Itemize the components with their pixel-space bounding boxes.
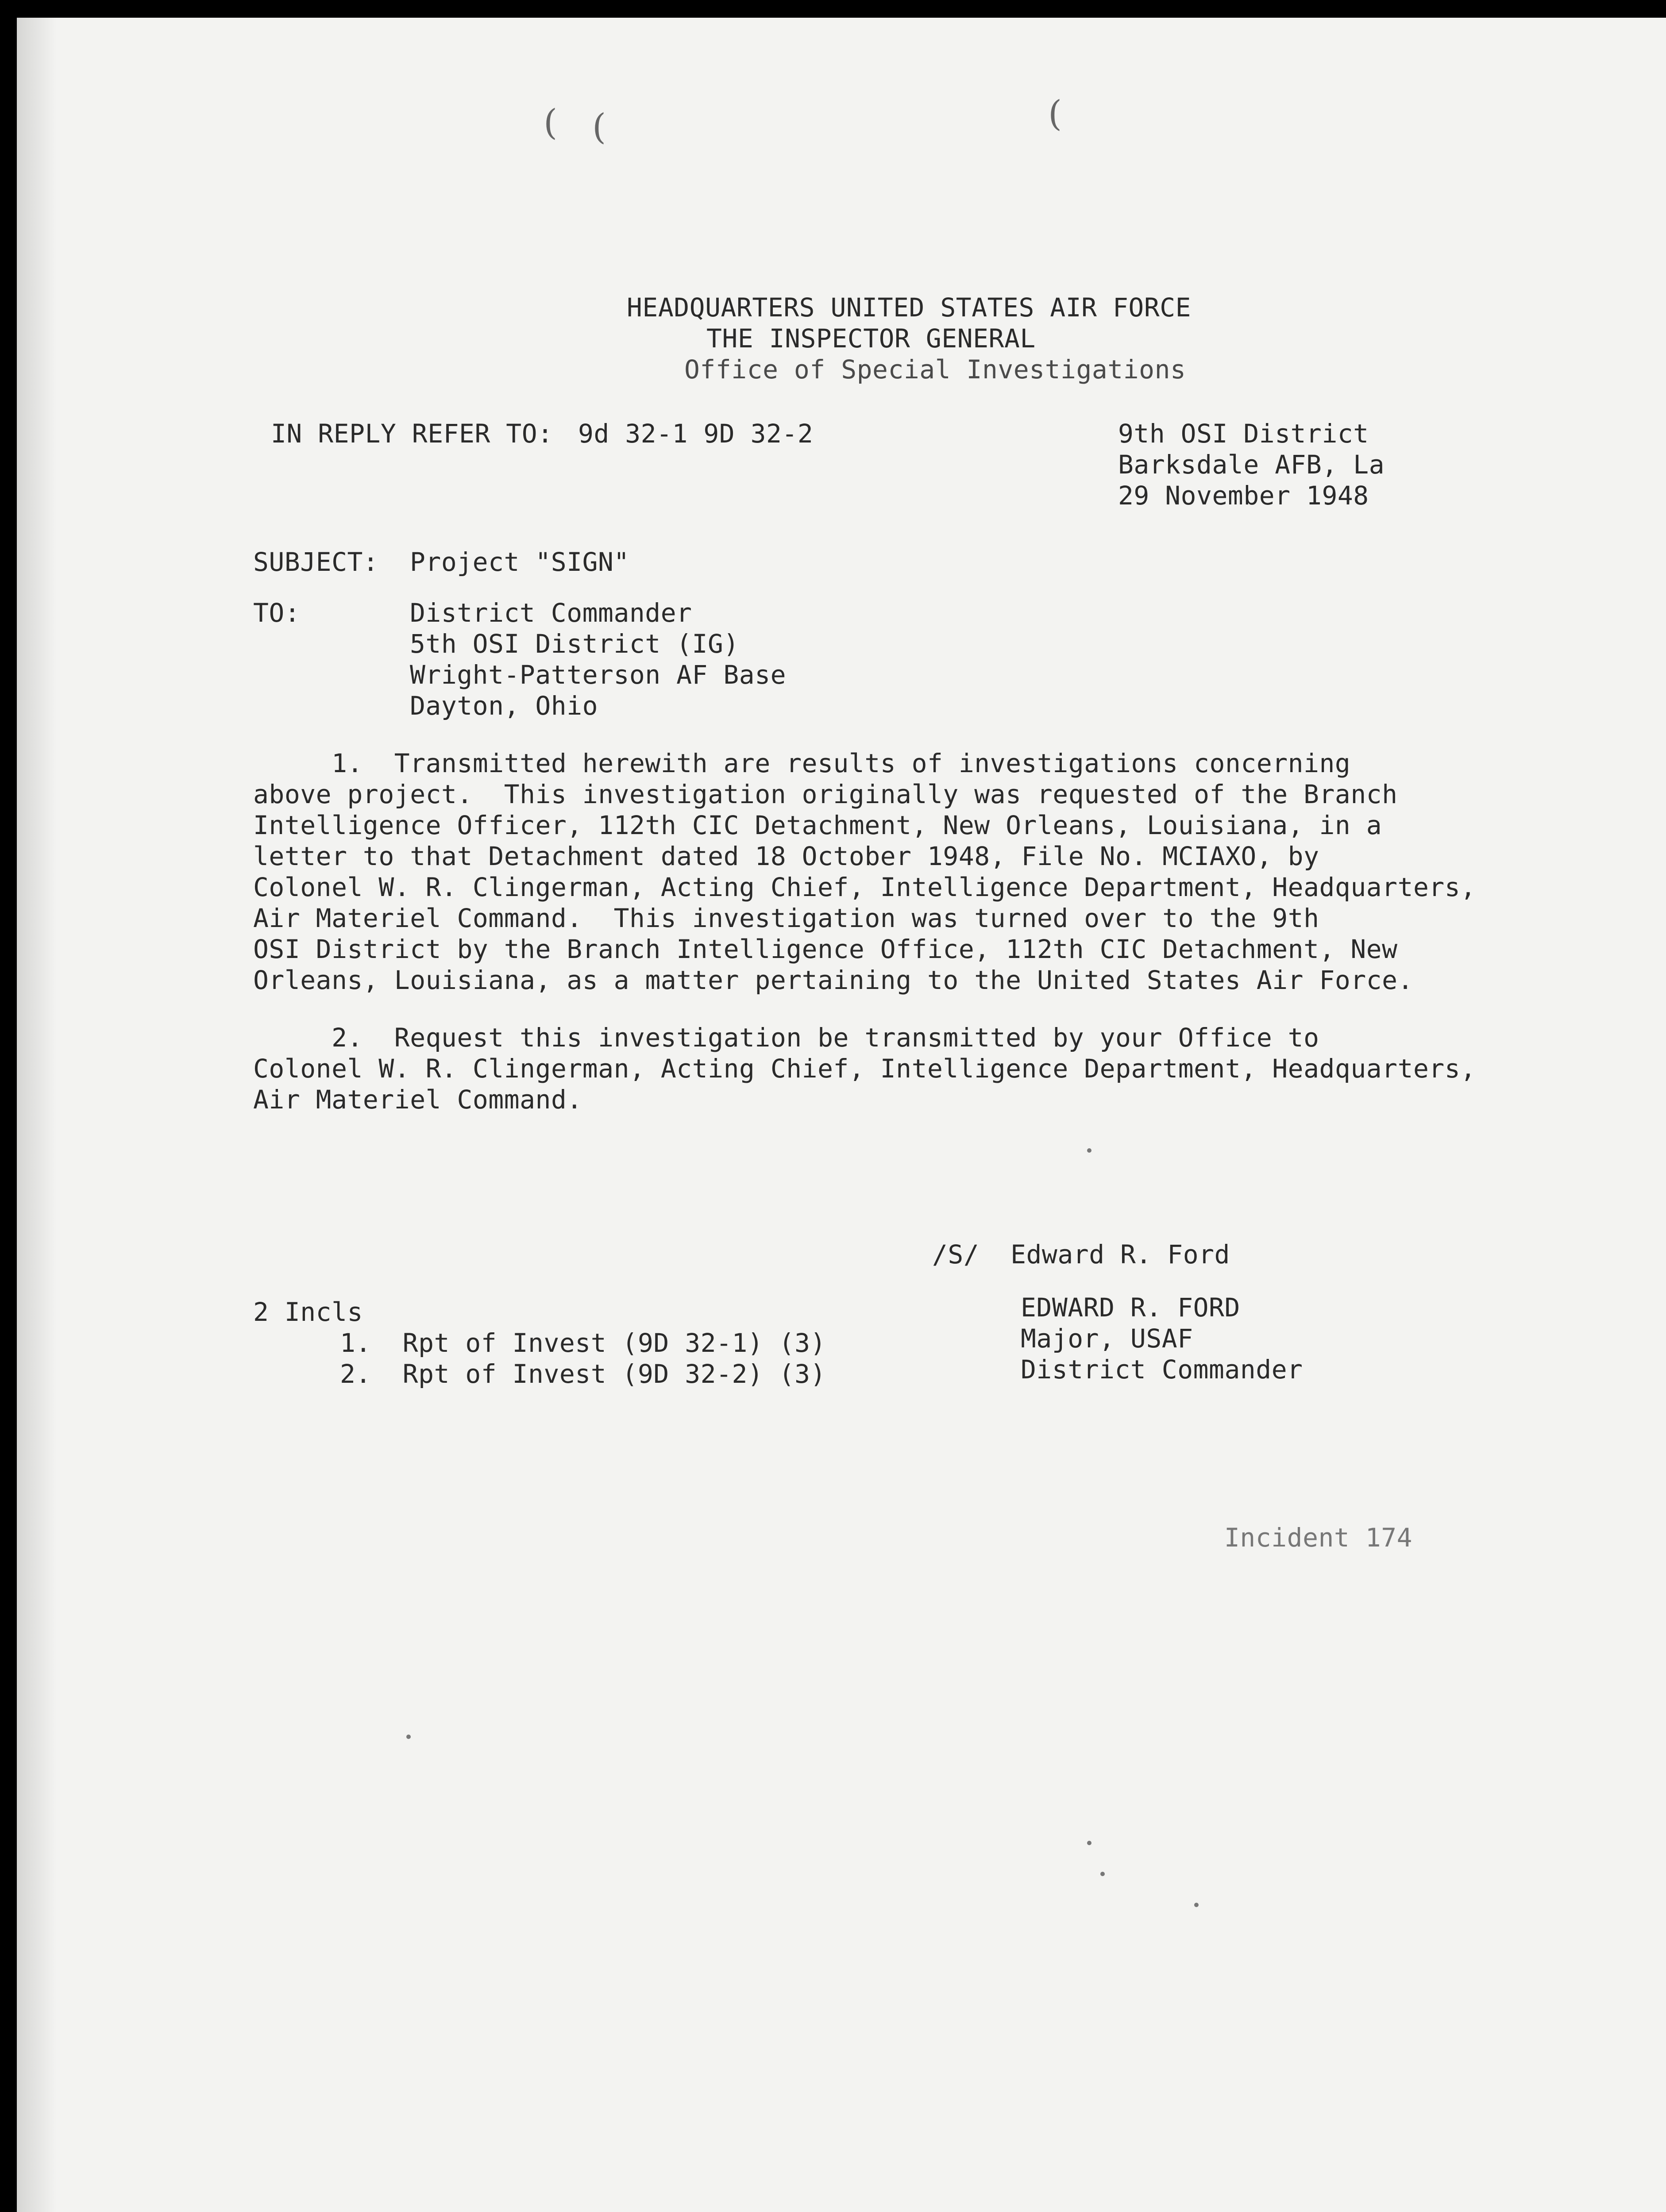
inclosure-item: 1. Rpt of Invest (9D 32-1) (3) [340, 1328, 826, 1358]
scan-speck [1087, 1148, 1091, 1153]
letterhead-line-1: HEADQUARTERS UNITED STATES AIR FORCE [627, 292, 1192, 323]
body-line: Intelligence Officer, 112th CIC Detachment, New Orleans, Louisiana, in a [253, 810, 1382, 840]
scan-mark: ( [544, 102, 558, 143]
letterhead-line-3: Office of Special Investigations [684, 354, 1186, 385]
body-line: 2. Request this investigation be transmitted by your Office to [253, 1023, 1319, 1053]
body-line: 1. Transmitted herewith are results of investigations concerning [253, 748, 1351, 778]
to-line: District Commander [410, 598, 692, 628]
body-line: above project. This investigation originally was requested of the Branch [253, 779, 1398, 809]
signer-rank: Major, USAF [1021, 1323, 1193, 1354]
scan-mark: ( [1048, 93, 1062, 134]
inclosure-item: 2. Rpt of Invest (9D 32-2) (3) [340, 1359, 826, 1389]
scan-mark: ( [592, 106, 606, 147]
body-line: Air Materiel Command. [253, 1085, 582, 1115]
body-line: OSI District by the Branch Intelligence Office, 112th CIC Detachment, New [253, 934, 1398, 964]
document-page [17, 18, 1666, 2212]
body-line: Colonel W. R. Clingerman, Acting Chief, Intelligence Department, Headquarters, [253, 1054, 1476, 1084]
to-line: Wright-Patterson AF Base [410, 660, 787, 690]
to-line: Dayton, Ohio [410, 691, 598, 721]
body-line: Orleans, Louisiana, as a matter pertaining to the United States Air Force. [253, 965, 1414, 995]
body-line: letter to that Detachment dated 18 October 1948, File No. MCIAXO, by [253, 841, 1319, 871]
subject-value: Project "SIGN" [410, 547, 629, 577]
signer-title: District Commander [1021, 1354, 1303, 1385]
incident-number: Incident 174 [1224, 1523, 1413, 1553]
body-line: Colonel W. R. Clingerman, Acting Chief, Intelligence Department, Headquarters, [253, 872, 1476, 902]
origin-base: Barksdale AFB, La [1118, 450, 1385, 480]
body-line: Air Materiel Command. This investigation was turned over to the 9th [253, 903, 1319, 933]
letterhead-line-2: THE INSPECTOR GENERAL [706, 323, 1036, 354]
origin-district: 9th OSI District [1118, 419, 1369, 449]
scan-speck [1100, 1872, 1105, 1876]
page-edge-shadow [17, 18, 57, 2212]
scan-speck [1087, 1841, 1091, 1845]
scan-speck [406, 1735, 411, 1739]
origin-date: 29 November 1948 [1118, 481, 1369, 511]
to-label: TO: [253, 598, 301, 628]
scan-speck [1194, 1903, 1199, 1907]
reply-refer-label: IN REPLY REFER TO: [271, 419, 553, 449]
to-line: 5th OSI District (IG) [410, 629, 739, 659]
signed-line: /S/ Edward R. Ford [932, 1239, 1230, 1269]
subject-label: SUBJECT: [253, 547, 379, 577]
reply-refer-numbers: 9d 32-1 9D 32-2 [578, 419, 814, 449]
signer-name: EDWARD R. FORD [1021, 1293, 1240, 1323]
inclosures-label: 2 Incls [253, 1297, 363, 1327]
